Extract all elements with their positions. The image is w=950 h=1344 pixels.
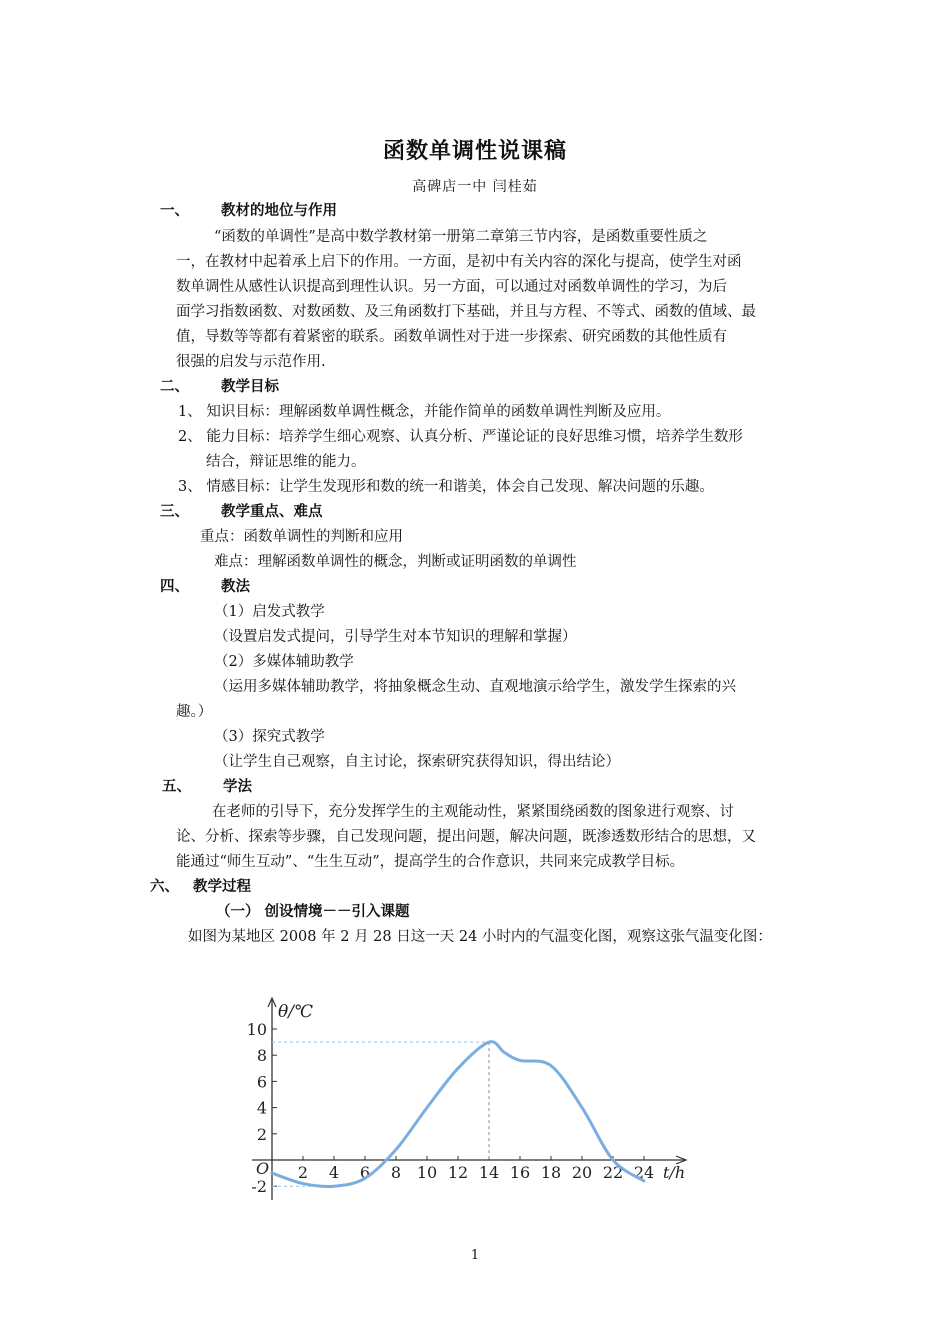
list-item: （运用多媒体辅助教学，将抽象概念生动、直观地演示给学生，激发学生探索的兴	[214, 679, 736, 695]
section-heading-text: 教材的地位与作用	[221, 203, 337, 219]
x-tick-label: 10	[416, 1163, 438, 1182]
section-heading-text: 教学过程	[193, 879, 251, 895]
paragraph-line: 很强的启发与示范作用.	[176, 354, 326, 370]
section-heading-text: 教法	[221, 579, 250, 595]
y-tick-label: 4	[256, 1098, 267, 1118]
section-number: 五、	[162, 779, 191, 795]
x-tick-label: 16	[509, 1163, 531, 1182]
x-tick-label: 24	[633, 1163, 655, 1182]
document-author: 高碑店一中 闫桂茹	[412, 179, 538, 195]
x-tick-label: 4	[328, 1163, 340, 1182]
y-tick-label: -2	[251, 1177, 267, 1197]
list-item: （设置启发式提问，引导学生对本节知识的理解和掌握）	[214, 629, 577, 645]
paragraph-line: 数单调性从感性认识提高到理性认识。另一方面，可以通过对函数单调性的学习，为后	[176, 279, 727, 295]
y-tick-label: 10	[246, 1020, 267, 1039]
section-4-heading	[160, 576, 250, 598]
paragraph-line: “函数的单调性”是高中数学教材第一册第二章第三节内容，是函数重要性质之	[214, 229, 708, 245]
section-number: 三、	[160, 504, 189, 520]
x-tick-label: 14	[478, 1163, 500, 1182]
list-item: 2、 能力目标：培养学生细心观察、认真分析、严谨论证的良好思维习惯，培养学生数形	[178, 429, 743, 445]
temperature-chart	[240, 995, 710, 1210]
intro-text: 如图为某地区 2008 年 2 月 28 日这一天 24 小时内的气温变化图，观察这张气温变化图：	[188, 929, 772, 945]
section-number: 一、	[160, 203, 189, 219]
section-5-heading	[162, 776, 252, 798]
x-tick-label: 12	[447, 1163, 469, 1182]
section-heading-text: 学法	[223, 779, 252, 795]
list-item: 趣。）	[176, 704, 213, 720]
x-tick-label: 18	[540, 1163, 562, 1182]
paragraph-line: 一，在教材中起着承上启下的作用。一方面，是初中有关内容的深化与提高，使学生对函	[176, 254, 742, 270]
paragraph-line: 值，导数等等都有着紧密的联系。函数单调性对于进一步探索、研究函数的其他性质有	[176, 329, 727, 345]
x-tick-label: 20	[571, 1163, 593, 1182]
section-number: 二、	[160, 379, 189, 395]
section-1-heading	[160, 200, 337, 222]
y-axis-label: θ/℃	[278, 1002, 313, 1022]
list-item: 1、 知识目标：理解函数单调性概念，并能作简单的函数单调性判断及应用。	[178, 404, 671, 420]
list-item: 3、 情感目标：让学生发现形和数的统一和谐美，体会自己发现、解决问题的乐趣。	[178, 479, 714, 495]
y-tick-label: 8	[256, 1046, 267, 1066]
section-number: 四、	[160, 579, 189, 595]
paragraph-line: 论、分析、探索等步骤，自己发现问题，提出问题，解决问题，既渗透数形结合的思想，又	[176, 829, 756, 845]
paragraph-line: 在老师的引导下，充分发挥学生的主观能动性，紧紧围绕函数的图象进行观察、讨	[212, 804, 734, 820]
section-2-heading	[160, 376, 279, 398]
section-number: 六、	[150, 879, 179, 895]
x-tick-label: 6	[359, 1163, 371, 1182]
page-number: 1	[470, 1248, 480, 1263]
x-tick-label: 22	[602, 1163, 624, 1182]
paragraph-line: 能通过“师生互动”、“生生互动”，提高学生的合作意识，共同来完成教学目标。	[176, 854, 685, 870]
x-axis-label: t/h	[663, 1163, 686, 1182]
origin-label: O	[256, 1159, 270, 1178]
y-tick-label: 2	[256, 1124, 267, 1144]
key-point: 重点：函数单调性的判断和应用	[200, 529, 403, 545]
subsection-heading: （一） 创设情境－－引入课题	[216, 904, 410, 920]
section-3-heading	[160, 501, 323, 523]
x-tick-label: 2	[297, 1163, 309, 1182]
x-tick-label: 8	[390, 1163, 402, 1182]
list-item: （让学生自己观察，自主讨论，探索研究获得知识，得出结论）	[214, 754, 620, 770]
section-heading-text: 教学重点、难点	[221, 504, 323, 520]
section-heading-text: 教学目标	[221, 379, 279, 395]
section-6-heading	[150, 876, 251, 898]
list-item: 结合，辩证思维的能力。	[206, 454, 366, 470]
paragraph-line: 面学习指数函数、对数函数、及三角函数打下基础，并且与方程、不等式、函数的值域、最	[176, 304, 756, 320]
document-title: 函数单调性说课稿	[382, 139, 567, 164]
list-item: （2）多媒体辅助教学	[214, 654, 354, 670]
y-tick-label: 6	[256, 1072, 267, 1092]
difficult-point: 难点：理解函数单调性的概念，判断或证明函数的单调性	[214, 554, 577, 570]
list-item: （3）探究式教学	[214, 729, 325, 745]
list-item: （1）启发式教学	[214, 604, 325, 620]
